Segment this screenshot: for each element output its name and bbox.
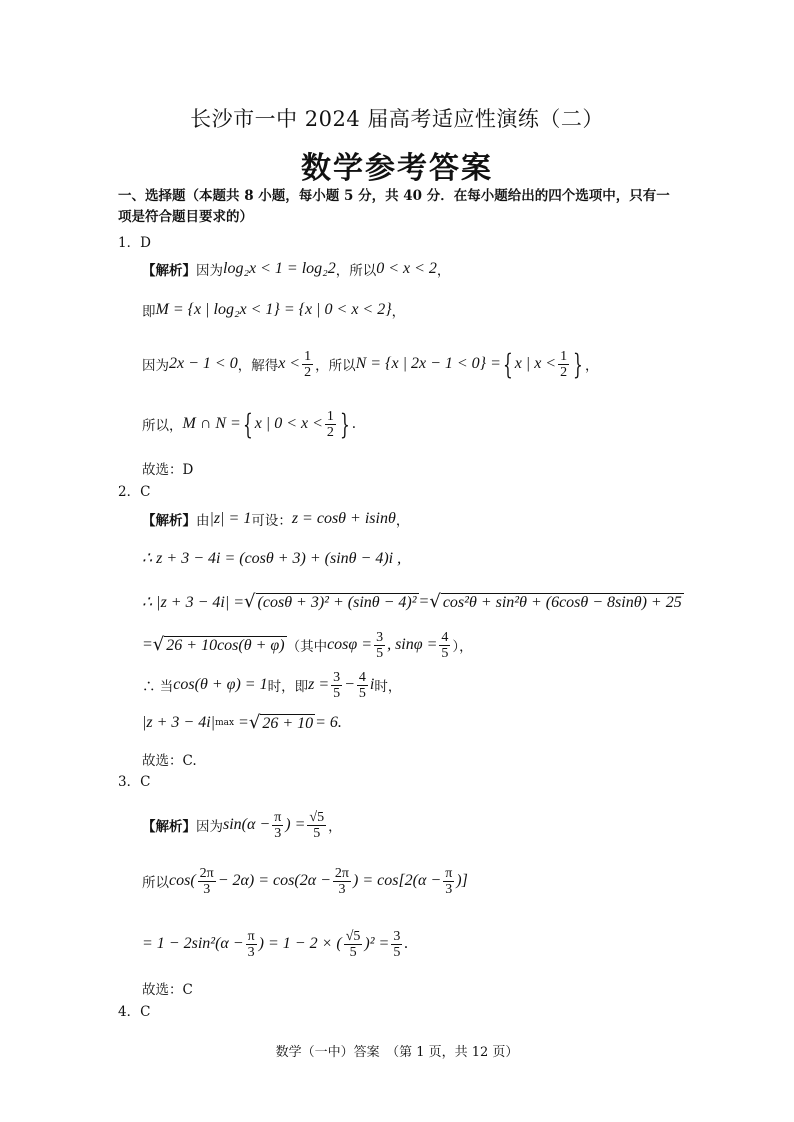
q2-l6-result: = 6. — [315, 714, 342, 731]
q1-l4-frac — [325, 409, 336, 440]
q2-l5-minus: − — [344, 676, 355, 693]
q2-l5-frac1 — [331, 670, 342, 701]
frac-den: 5 — [358, 685, 366, 701]
q3-l2-end: )] — [456, 872, 468, 889]
q2-l1-mod: |z| = 1 — [209, 510, 252, 527]
q1-l3-b: ，解得 — [237, 358, 279, 374]
q1-l3-frac2 — [558, 349, 569, 380]
frac-den: 5 — [333, 685, 341, 701]
q3-l2-frac1 — [198, 866, 216, 897]
q2-l4-sqrt — [152, 633, 287, 655]
q3-answer: 3．C — [118, 774, 151, 790]
q3-l1-frac — [272, 810, 283, 841]
q1-l4-a: 所以， — [142, 418, 183, 434]
page-footer: 数学（一中）答案 （第 1 页，共 12 页） — [275, 1045, 519, 1060]
q1-l1-d: ， — [436, 263, 451, 279]
frac-num: √5 — [345, 928, 361, 944]
q1-l1-a: 因为 — [196, 263, 223, 279]
q2-l5-cos: cos(θ + φ) = 1 — [173, 676, 268, 693]
q1-answer: 1．D — [118, 235, 151, 251]
document-subtitle: 数学参考答案 — [301, 151, 493, 186]
frac-num: 2π — [199, 865, 214, 881]
q1-l4-b: . — [351, 416, 357, 432]
radicand: 26 + 10 — [262, 714, 314, 732]
q1-line3 — [142, 346, 598, 382]
q2-l4-a: = — [142, 636, 153, 653]
q1-l4-set: x | 0 < x < — [254, 415, 323, 432]
q2-choice — [142, 749, 197, 769]
frac-den: 2 — [560, 364, 568, 380]
q1-l3-x-lt: x < — [278, 355, 301, 372]
q2-l5-frac2 — [357, 670, 368, 701]
q1-l1-b: ，所以 — [335, 263, 377, 279]
q2-l5-b: 时，即 — [267, 679, 309, 695]
q3-choice — [142, 978, 193, 998]
q2-line2 — [142, 547, 401, 569]
q2-choice-text: 故选：C. — [142, 753, 197, 769]
q1-line4 — [142, 406, 356, 442]
q1-l3-d: ， — [584, 358, 599, 374]
radicand: 26 + 10cos(θ + φ) — [166, 636, 285, 654]
frac-den: 5 — [313, 825, 321, 841]
frac-num: π — [247, 928, 255, 944]
q3-l3-mid: ) = 1 − 2 × ( — [258, 935, 342, 952]
radical-icon: √ — [429, 590, 441, 612]
q1-tag: 【解析】 — [142, 263, 196, 279]
q1-choice — [142, 458, 193, 478]
q3-l1-sin: sin(α − — [223, 816, 271, 833]
q3-choice-text: 故选：C — [142, 982, 193, 998]
q1-l3-set: N = {x | 2x − 1 < 0} = — [355, 355, 501, 372]
q3-l2-frac3 — [443, 866, 454, 897]
q1-l3-a: 因为 — [142, 358, 169, 374]
radical-icon: √ — [152, 633, 165, 655]
brace-right: } — [573, 347, 583, 381]
q3-l1-eq: ) = — [285, 816, 306, 833]
brace-left: { — [502, 347, 513, 381]
frac-num: √5 — [309, 809, 325, 825]
q3-l1-a: 因为 — [196, 819, 223, 835]
q1-l1-range: 0 < x < 2 — [376, 260, 437, 277]
frac-num: 3 — [393, 928, 401, 944]
q3-l3-frac1 — [246, 929, 257, 960]
brace-right: } — [339, 407, 350, 441]
frac-den: 3 — [247, 944, 255, 960]
q2-l3-sqrt2 — [429, 590, 683, 612]
frac-num: π — [445, 865, 453, 881]
section-heading-line2: 项是符合题目要求的） — [118, 209, 253, 225]
q1-l2-b: ， — [391, 304, 406, 320]
q3-line2 — [142, 862, 468, 900]
q2-l6-sqrt — [248, 711, 315, 733]
document-title: 长沙市一中 2024 届高考适应性演练（二） — [190, 107, 604, 131]
q3-line3 — [142, 924, 408, 964]
frac-num: 3 — [333, 669, 341, 685]
frac-den: 3 — [338, 881, 346, 897]
q2-answer: 2．C — [118, 484, 151, 500]
q2-line4 — [142, 628, 473, 662]
q3-l2-cos: cos( — [169, 872, 196, 889]
q2-l1-b: 可设： — [251, 513, 292, 529]
q3-l1-b: ， — [328, 819, 342, 835]
q3-line1 — [142, 806, 342, 844]
q1-l2-a: 即 — [142, 304, 156, 320]
q3-l3-sq: )² = — [364, 935, 390, 952]
q1-l3-ineq: 2x − 1 < 0 — [169, 355, 238, 372]
q2-l3-sqrt1 — [244, 590, 419, 612]
q3-l2-mid: − 2α) = cos(2α − — [217, 872, 331, 889]
frac-num: 2π — [334, 865, 349, 881]
q2-l4-sin: , sinφ = — [387, 636, 438, 653]
q1-l1-math: log₂x < 1 = log₂2 — [223, 260, 336, 277]
q4-answer: 4．C — [118, 1004, 151, 1020]
q3-l2-frac2 — [333, 866, 351, 897]
frac-num: 1 — [560, 348, 568, 364]
q2-l3-eq: = — [418, 593, 430, 610]
q2-line1 — [142, 508, 409, 530]
q2-l4-b: （其中 — [286, 639, 328, 655]
frac-den: 3 — [445, 881, 453, 897]
q3-l2-a: 所以 — [142, 875, 169, 891]
frac-num: 1 — [326, 408, 334, 424]
q2-l5-i: i — [369, 676, 375, 693]
q2-l5-c: 时， — [374, 679, 402, 695]
q2-l1-a: 由 — [196, 513, 210, 529]
frac-den: 3 — [274, 825, 282, 841]
q2-l5-z: z = — [308, 676, 330, 693]
q2-line3 — [142, 588, 684, 616]
q3-l2-mid2: ) = cos[2(α − — [352, 872, 442, 889]
section-heading-line1: 一、选择题（本题共 8 小题，每小题 5 分，共 40 分．在每小题给出的四个选项中，只有一 — [118, 188, 670, 204]
q2-l3-a: ∴ |z + 3 − 4i| = — [142, 594, 245, 611]
q2-l1-c: ， — [395, 513, 410, 529]
frac-num: π — [274, 809, 282, 825]
q3-tag: 【解析】 — [142, 819, 196, 835]
frac-den: 5 — [349, 944, 357, 960]
q1-l4-math: M ∩ N = — [182, 415, 241, 432]
q3-l3-frac3 — [391, 929, 402, 960]
frac-num: 1 — [304, 348, 312, 364]
q2-l6-mod: |z + 3 − 4i| — [142, 714, 216, 731]
q1-line1 — [142, 258, 450, 280]
frac-den: 5 — [376, 645, 384, 661]
q1-line2 — [142, 297, 405, 323]
brace-left: { — [242, 407, 253, 441]
radical-icon: √ — [244, 590, 256, 612]
frac-num: 4 — [358, 669, 366, 685]
q1-l3-c: ，所以 — [315, 358, 356, 374]
q3-l1-frac2 — [307, 810, 326, 841]
q2-l4-c: ）， — [452, 639, 473, 655]
frac-num: 3 — [376, 629, 384, 645]
frac-den: 2 — [326, 424, 334, 440]
q2-l2-math: ∴ z + 3 − 4i = (cosθ + 3) + (sinθ − 4)i , — [142, 550, 402, 567]
frac-den: 5 — [441, 645, 449, 661]
q3-l3-a: = 1 − 2sin²(α − — [142, 935, 244, 952]
q2-l6-eq: = — [238, 714, 249, 731]
q3-l3-end: . — [404, 935, 409, 952]
frac-den: 2 — [304, 364, 312, 380]
q2-line6 — [142, 711, 342, 735]
q3-l3-frac2 — [344, 929, 363, 960]
q1-l3-set2: x | x < — [514, 355, 557, 372]
q2-l6-sub: max — [215, 718, 235, 728]
radicand: (cosθ + 3)² + (sinθ − 4)² — [257, 593, 417, 611]
q1-choice-text: 故选：D — [142, 462, 194, 478]
q1-l3-frac — [302, 349, 313, 380]
frac-den: 3 — [203, 881, 211, 897]
radical-icon: √ — [248, 711, 261, 733]
q2-l1-z: z = cosθ + isinθ — [291, 510, 396, 527]
q2-l5-a: ∴ 当 — [142, 679, 174, 695]
q2-line5 — [142, 668, 401, 702]
q2-l4-frac2 — [439, 630, 450, 661]
radicand: cos²θ + sin²θ + (6cosθ − 8sinθ) + 25 — [442, 593, 682, 611]
q2-l4-cos: cosφ = — [327, 636, 373, 653]
frac-num: 4 — [441, 629, 449, 645]
frac-den: 5 — [393, 944, 401, 960]
q1-l2-math: M = {x | log₂x < 1} = {x | 0 < x < 2} — [155, 301, 392, 318]
q2-l4-frac1 — [374, 630, 385, 661]
q2-tag: 【解析】 — [142, 513, 196, 529]
